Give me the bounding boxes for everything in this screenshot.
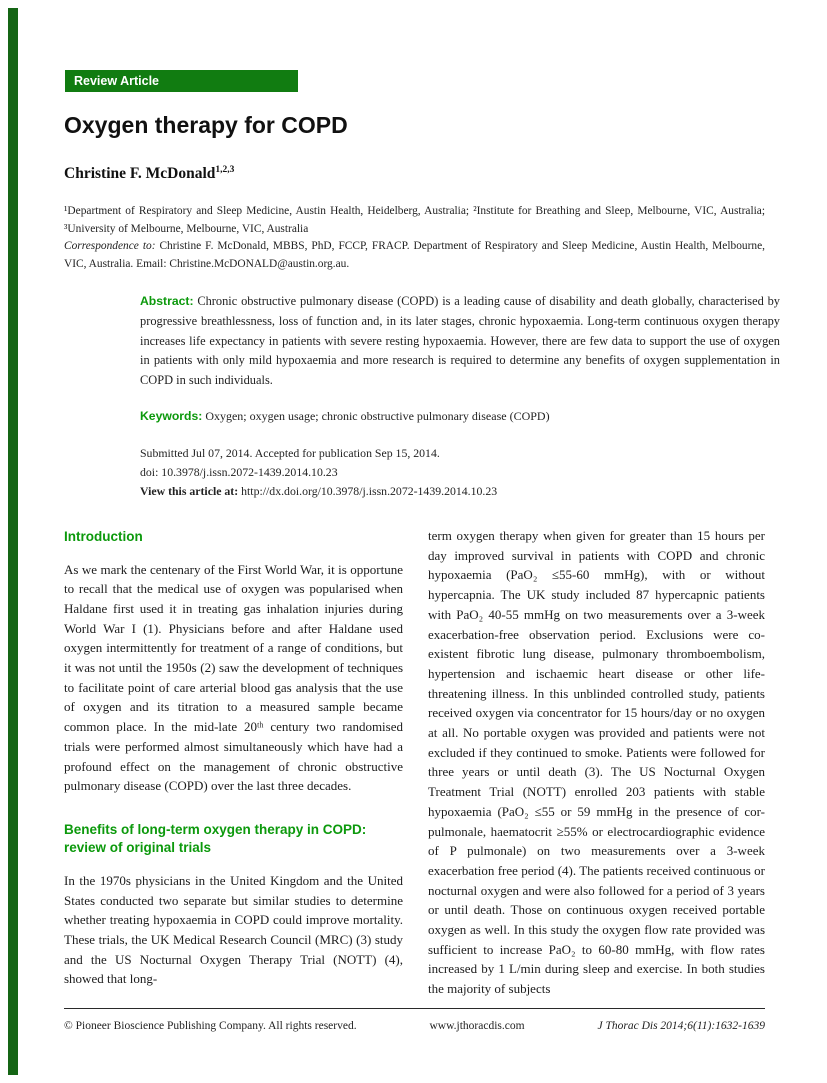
view-article-label: View this article at: — [140, 484, 239, 498]
article-type-banner — [65, 70, 298, 92]
left-column — [64, 528, 403, 989]
section-heading-benefits: Benefits of long-term oxygen therapy in COPD: review of original trials — [64, 821, 367, 856]
author-affiliation-sup: 1,2,3 — [215, 165, 235, 175]
page-edge-bar — [8, 8, 18, 1075]
page-footer — [64, 1020, 765, 1032]
correspondence-label: Correspondence to: — [64, 240, 156, 253]
doi-line: doi: 10.3978/j.issn.2072-1439.2014.10.23 — [140, 465, 338, 479]
right-column — [428, 526, 765, 999]
abstract-label: Abstract: — [140, 294, 194, 308]
keywords-line — [140, 407, 780, 426]
footer-citation: J Thorac Dis 2014;6(11):1632-1639 — [597, 1020, 765, 1032]
article-type-label: Review Article — [74, 74, 159, 88]
abstract-block — [140, 292, 780, 391]
footer-copyright: © Pioneer Bioscience Publishing Company. All rights reserved. — [64, 1020, 357, 1032]
keywords-text: Oxygen; oxygen usage; chronic obstructive pulmonary disease (COPD) — [202, 409, 550, 423]
benefits-paragraph: In the 1970s physicians in the United Kingdom and the United States conducted two separate but similar studies to determine whether treating hypoxaemia in COPD could improve mortality. These trials, the UK Medical Research Council (MRC) (3) study and the US Nocturnal Oxygen Therapy Trial (NOTT) (4), showed that long- — [64, 872, 403, 987]
abstract-text: Chronic obstructive pulmonary disease (COPD) is a leading cause of disability and death globally, characterised by progressive breathlessness, loss of function and, in its later stages, chronic hypoxaemia. Long-term continuous oxygen therapy increases life expectancy in patients with severe resting hypoxaemia. However, there are few data to support the use of oxygen in patients with only mild hypoxaemia and more research is required to determine any benefits of oxygen supplementation in COPD in such individuals. — [140, 294, 780, 388]
author-name: Christine F. McDonald — [64, 165, 216, 183]
article-meta-block — [140, 444, 780, 501]
footer-journal-website-link[interactable]: www.jthoracdis.com — [429, 1020, 525, 1032]
article-title: Oxygen therapy for COPD — [64, 112, 348, 138]
affiliations-block — [64, 203, 765, 273]
author-line — [64, 165, 764, 183]
intro-paragraph: As we mark the centenary of the First World War, it is opportune to recall that the medical use of oxygen was popularised when Haldane first used it in treating gas inhalation injuries during World War I (1). Physicians before and after Haldane used oxygen intermittently for treatment of a range of conditions, but it was not until the 1950s (2) saw the development of techniques to facilitate point of care arterial blood gas analysis that the use of oxygen and its titration to a measured sample became common place. In the mid-late 20ᵗʰ century two randomised trials were performed almost simultaneously which have had a profound effect on the management of chronic obstructive pulmonary disease (COPD) over the last three decades. — [64, 561, 403, 794]
article-url-link[interactable]: http://dx.doi.org/10.3978/j.issn.2072-1439.2014.10.23 — [238, 484, 498, 498]
right-column-paragraph: term oxygen therapy when given for greater than 15 hours per day improved survival in patients with COPD and chronic hypoxaemia (PaO₂ ≤55-60 mmHg), with or without hypercapnia. The UK study included 87 hypercapnic patients with PaO₂ 40-55 mmHg on two measurements over a 3-week exacerbation-free observation period. Exclusions were co-existent fibrotic lung disease, pulmonary thromboembolism, hypertension and ischaemic heart disease or other life-threatening illness. In this unblinded controlled study, patients received oxygen via concentrator for 15 hours/day or no oxygen at all. No portable oxygen was provided and patients were not excluded if they continued to smoke. Patients were followed for three years or until death (3). The US Nocturnal Oxygen Treatment Trial (NOTT) enrolled 203 patients with stable hypoxaemia (PaO₂ ≤55 or 59 mmHg in the presence of cor-pulmonale, haematocrit ≥55% or electrocardiographic evidence of P pulmonale) on two measurements over a 3-week exacerbation free period (4). The patients received continuous or nocturnal oxygen and were also followed for a period of 3 years or until death. Those on continuous oxygen received portable oxygen as well. In this study the oxygen flow rate provided was sufficient to increase PaO₂ to 60-80 mmHg, with flow rates increased by 1 L/min during sleep and exercise. In both studies the majority of subjects — [428, 528, 765, 997]
correspondence-text: Christine F. McDonald, MBBS, PhD, FCCP, FRACP. Department of Respiratory and Sleep Medicine, Austin Health, Melbourne, VIC, Australia. Email: Christine.McDONALD@austin.org.au. — [64, 240, 765, 270]
footer-divider — [64, 1008, 765, 1009]
section-heading-introduction: Introduction — [64, 529, 143, 544]
affiliations-text: ¹Department of Respiratory and Sleep Medicine, Austin Health, Heidelberg, Australia; ²Institute for Breathing and Sleep, Melbourne, VIC, Australia; ³University of Melbourne, Melbourne, VIC, Australia — [64, 205, 765, 235]
submission-dates: Submitted Jul 07, 2014. Accepted for publication Sep 15, 2014. — [140, 446, 440, 460]
keywords-label: Keywords: — [140, 409, 203, 423]
